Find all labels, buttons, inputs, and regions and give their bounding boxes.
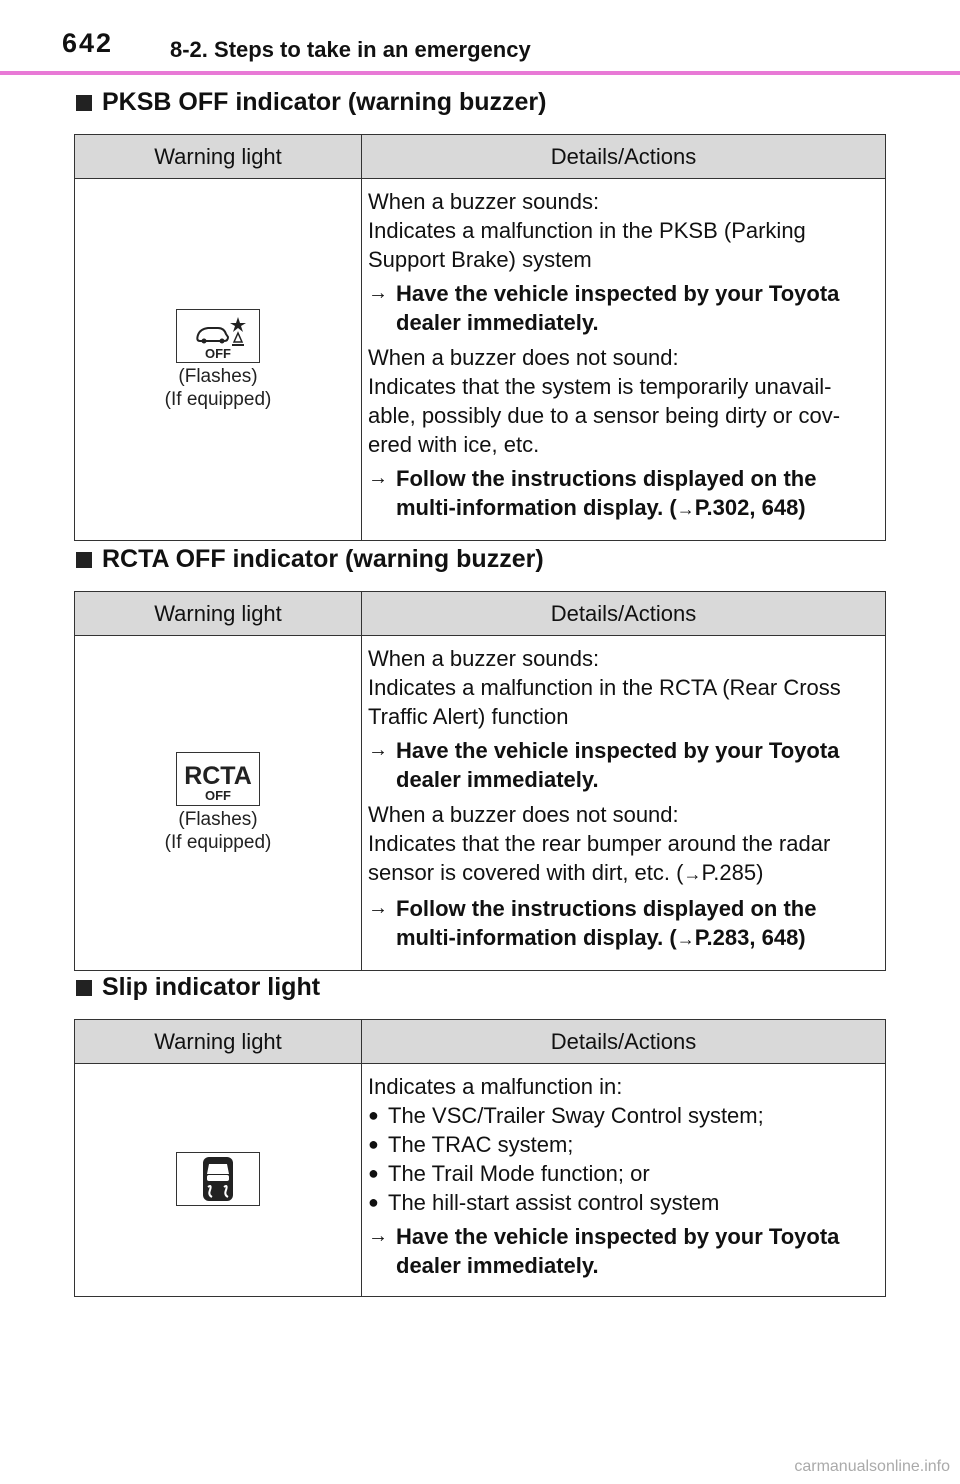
details-cell bbox=[362, 179, 886, 541]
list-item-text: The hill-start assist control system bbox=[388, 1190, 720, 1215]
slip-indicator-icon bbox=[176, 1152, 260, 1206]
chapter-title: 8-2. Steps to take in an emergency bbox=[170, 37, 531, 62]
warning-light-cell bbox=[75, 636, 362, 971]
page-reference[interactable]: P.285) bbox=[701, 860, 764, 885]
condition-heading: When a buzzer sounds: bbox=[368, 189, 600, 214]
arrow-icon: → bbox=[368, 897, 388, 919]
list-item bbox=[368, 1188, 879, 1217]
section-title-text: PKSB OFF indicator (warning buzzer) bbox=[102, 88, 547, 116]
action-item bbox=[368, 736, 879, 794]
flashes-note: (Flashes) bbox=[178, 809, 258, 830]
section-title-text: RCTA OFF indicator (warning buzzer) bbox=[102, 545, 544, 573]
section-title-rcta bbox=[76, 545, 544, 574]
action-text: Have the vehicle inspected by your Toyota dealer immediately. bbox=[396, 1224, 840, 1278]
column-header-details: Details/Actions bbox=[362, 135, 886, 179]
arrow-icon: → bbox=[676, 499, 695, 519]
list-item bbox=[368, 1159, 879, 1188]
page-reference[interactable]: P.283, 648) bbox=[694, 925, 806, 950]
action-text bbox=[396, 894, 879, 954]
bullet-icon: ● bbox=[368, 1163, 379, 1183]
condition-text-main: Indicates that the rear bumper around the radar sensor is covered with dirt, etc. ( bbox=[368, 831, 831, 885]
if-equipped-note: (If equipped) bbox=[164, 388, 272, 410]
page-number: 642 bbox=[62, 28, 114, 58]
column-header-warning-light: Warning light bbox=[75, 135, 362, 179]
watermark: carmanualsonline.info bbox=[794, 1458, 950, 1475]
section-title-slip bbox=[76, 973, 320, 1002]
bullet-icon: ● bbox=[368, 1192, 379, 1212]
svg-text:RCTA: RCTA bbox=[184, 762, 252, 790]
arrow-icon: → bbox=[683, 864, 702, 884]
action-item bbox=[368, 894, 879, 954]
header-divider bbox=[0, 71, 960, 75]
square-bullet-icon bbox=[76, 552, 92, 568]
page-header bbox=[0, 0, 960, 74]
action-text-main: Follow the instructions displayed on the multi-information display. ( bbox=[396, 896, 817, 950]
arrow-icon: → bbox=[368, 1225, 388, 1247]
condition-heading: Indicates a malfunction in: bbox=[368, 1074, 623, 1099]
list-item-text: The VSC/Trailer Sway Control system; bbox=[388, 1103, 764, 1128]
action-item bbox=[368, 1222, 879, 1280]
pksb-off-icon bbox=[176, 309, 260, 363]
warning-light-cell bbox=[75, 1064, 362, 1297]
arrow-icon: → bbox=[368, 739, 388, 761]
arrow-icon: → bbox=[368, 467, 388, 489]
condition-heading: When a buzzer does not sound: bbox=[368, 345, 679, 370]
column-header-details: Details/Actions bbox=[362, 1020, 886, 1064]
warning-table-pksb bbox=[74, 134, 886, 541]
bullet-icon: ● bbox=[368, 1105, 379, 1125]
table-row bbox=[75, 1064, 886, 1297]
bullet-icon: ● bbox=[368, 1134, 379, 1154]
list-item bbox=[368, 1101, 879, 1130]
condition-text: Indicates a malfunction in the PKSB (Parking Support Brake) system bbox=[368, 218, 806, 272]
condition-text: Indicates that the system is temporarily unavail-able, possibly due to a sensor being dirty or cov-ered with ice, etc. bbox=[368, 374, 841, 457]
action-text: Have the vehicle inspected by your Toyota dealer immediately. bbox=[396, 281, 840, 335]
section-title-pksb bbox=[76, 88, 546, 117]
details-cell bbox=[362, 1064, 886, 1297]
section-title-text: Slip indicator light bbox=[102, 973, 321, 1001]
warning-table-rcta bbox=[74, 591, 886, 971]
action-text-main: Follow the instructions displayed on the multi-information display. ( bbox=[396, 466, 817, 520]
column-header-details: Details/Actions bbox=[362, 592, 886, 636]
condition-heading: When a buzzer sounds: bbox=[368, 646, 600, 671]
warning-light-cell bbox=[75, 179, 362, 541]
flashes-note: (Flashes) bbox=[178, 365, 258, 387]
table-header-row bbox=[75, 1020, 886, 1064]
arrow-icon: → bbox=[676, 929, 695, 949]
page-reference[interactable]: P.302, 648) bbox=[694, 495, 806, 520]
action-text: Have the vehicle inspected by your Toyota dealer immediately. bbox=[396, 738, 840, 792]
action-item bbox=[368, 464, 879, 524]
list-item bbox=[368, 1130, 879, 1159]
condition-text bbox=[368, 829, 879, 889]
action-text bbox=[396, 464, 879, 524]
table-row bbox=[75, 636, 886, 971]
table-header-row bbox=[75, 135, 886, 179]
warning-table-slip bbox=[74, 1019, 886, 1297]
arrow-icon: → bbox=[368, 282, 388, 304]
list-item-text: The TRAC system; bbox=[388, 1132, 574, 1157]
svg-text:OFF: OFF bbox=[205, 788, 231, 803]
if-equipped-note: (If equipped) bbox=[164, 832, 272, 853]
details-cell bbox=[362, 636, 886, 971]
square-bullet-icon bbox=[76, 980, 92, 996]
svg-text:OFF: OFF bbox=[205, 345, 231, 361]
rcta-off-icon bbox=[176, 752, 260, 806]
square-bullet-icon bbox=[76, 95, 92, 111]
condition-text: Indicates a malfunction in the RCTA (Rear Cross Traffic Alert) function bbox=[368, 675, 841, 729]
column-header-warning-light: Warning light bbox=[75, 592, 362, 636]
list-item-text: The Trail Mode function; or bbox=[388, 1161, 650, 1186]
table-header-row bbox=[75, 592, 886, 636]
action-item bbox=[368, 279, 879, 337]
table-row bbox=[75, 179, 886, 541]
condition-heading: When a buzzer does not sound: bbox=[368, 802, 679, 827]
column-header-warning-light: Warning light bbox=[75, 1020, 362, 1064]
